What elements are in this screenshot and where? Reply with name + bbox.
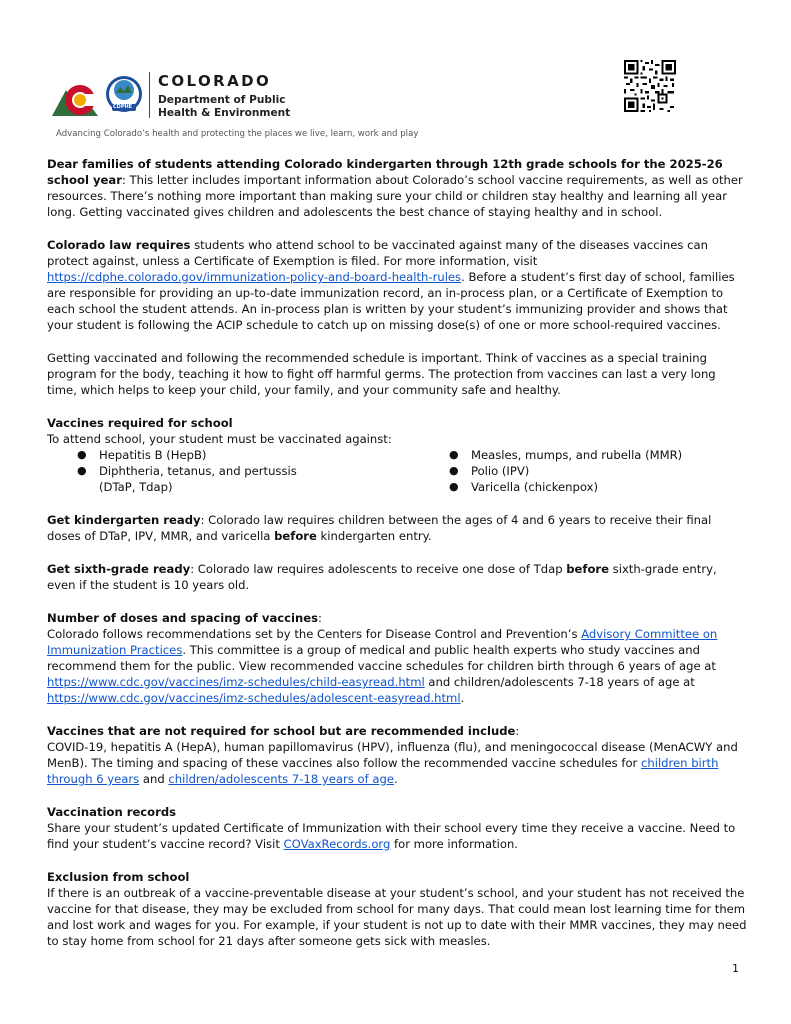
list-item [447, 463, 747, 479]
intro-text: : This letter includes important information about Colorado’s school vaccine requirements, as well as other resources. There’s nothing more important than making sure your child or children stay healthy and learning all year long. Getting vaccinated gives children and adolescents the best chance of staying healthy and in school. [47, 173, 743, 219]
adolescent-schedule-link[interactable]: https://www.cdc.gov/vaccines/imz-schedules/adolescent-easyread.html [47, 691, 461, 705]
doses-paragraph [47, 626, 747, 706]
list-item-text: Hepatitis B (HepB) [99, 448, 207, 462]
acip-link[interactable]: Advisory Committee on Immunization Practices [47, 627, 718, 657]
intro-paragraph [47, 156, 747, 220]
doses-heading-text: Number of doses and spacing of vaccines [47, 611, 318, 625]
list-item-text: Varicella (chickenpox) [471, 480, 598, 494]
law-lead: Colorado law requires [47, 238, 191, 252]
required-list-left [75, 447, 375, 495]
recommended-heading-text: Vaccines that are not required for school but are recommended include [47, 724, 516, 738]
kindergarten-lead: Get kindergarten ready [47, 513, 201, 527]
recommended-heading [47, 723, 747, 739]
doses-text-3: and children/adolescents 7-18 years of age at [424, 675, 695, 689]
law-paragraph [47, 237, 747, 333]
immunization-policy-link[interactable]: https://cdphe.colorado.gov/immunization-policy-and-board-health-rules [47, 270, 462, 284]
sixth-grade-paragraph [47, 561, 747, 593]
org-name: COLORADO [158, 72, 272, 90]
qr-code [624, 60, 676, 112]
sixth-grade-text-1: : Colorado law requires adolescents to receive one dose of Tdap [190, 562, 567, 576]
recommended-paragraph [47, 739, 747, 787]
schedule-paragraph: Getting vaccinated and following the recommended schedule is important. Think of vaccines as a special training program for the body, teaching it how to fight off harmful germs. The protection from vaccines can last a very long time, which helps to keep your child, your family, and your community safe and healthy. [47, 351, 716, 397]
records-text-1: Share your student’s updated Certificate of Immunization with their school every time they receive a vaccine. Need to find your student’s vaccine record? Visit [47, 821, 736, 851]
records-heading: Vaccination records [47, 805, 177, 819]
colorado-flag-logo [50, 70, 150, 122]
department-line-1: Department of Public [158, 94, 286, 106]
exclusion-paragraph: If there is an outbreak of a vaccine-preventable disease at your student’s school, and your student has not received the vaccine for that disease, they may be excluded from school for many days. That could mean lost learning time for them and lost work and wages for you. For example, if your student is not up to date with their MMR vaccines, they may need to stay home from school for 21 days after someone gets sick with measles. [47, 886, 747, 948]
required-list-right [447, 447, 747, 495]
exclusion-heading: Exclusion from school [47, 870, 190, 884]
letter-body [47, 156, 747, 949]
recommended-text-2: and [139, 772, 169, 786]
doses-text-1: Colorado follows recommendations set by the Centers for Disease Control and Prevention’s [47, 627, 582, 641]
recommended-text-1: COVID-19, hepatitis A (HepA), human papillomavirus (HPV), influenza (flu), and meningococcal disease (MenACWY and MenB). The timing and spacing of these vaccines also follow the recommended vaccine schedules for [47, 740, 738, 770]
kindergarten-before: before [274, 529, 317, 543]
bullet-icon: ● [77, 464, 87, 477]
bullet-icon: ● [77, 448, 87, 461]
badge-text: CDPHE [113, 104, 133, 110]
list-item [447, 479, 747, 495]
doses-heading [47, 610, 747, 626]
law-text-2: . Before a student’s first day of school, families are responsible for providing an up-to-date immunization record, an in-process plan, or a Certificate of Exemption to each school the student attends. An in-process plan is written by your student’s immunizing provider and shows that your student is following the ACIP schedule to catch up on missing dose(s) of one or more school-required vaccines. [47, 270, 735, 332]
law-text-1: students who attend school to be vaccinated against many of the diseases vaccines can protect against, unless a Certificate of Exemption is filed. For more information, visit [47, 238, 708, 268]
child-schedule-link[interactable]: https://www.cdc.gov/vaccines/imz-schedules/child-easyread.html [47, 675, 425, 689]
cdphe-logo [50, 70, 290, 122]
list-item-text: Polio (IPV) [471, 464, 530, 478]
sixth-grade-lead: Get sixth-grade ready [47, 562, 191, 576]
required-intro: To attend school, your student must be vaccinated against: [47, 432, 392, 446]
bullet-icon: ● [449, 464, 459, 477]
department-line-2: Health & Environment [158, 107, 291, 119]
children-birth-6-link[interactable]: children birth through 6 years [47, 756, 719, 786]
logo-divider [149, 72, 150, 118]
list-item [447, 447, 747, 463]
required-vaccines-list [47, 447, 747, 495]
recommended-heading-colon: : [515, 724, 520, 738]
list-item [75, 447, 375, 463]
bullet-icon: ● [449, 448, 459, 461]
required-heading: Vaccines required for school [47, 416, 233, 430]
doses-heading-colon: : [318, 611, 322, 625]
records-text-2: for more information. [390, 837, 518, 851]
page-number: 1 [732, 962, 739, 975]
kindergarten-paragraph [47, 512, 747, 544]
tagline: Advancing Colorado’s health and protecting the places we live, learn, work and play [56, 129, 419, 139]
list-item [75, 463, 375, 495]
list-item-text: Diphtheria, tetanus, and pertussis (DTaP, Tdap) [99, 464, 297, 494]
doses-text-4: . [460, 691, 465, 705]
kindergarten-text-1: : Colorado law requires children between the ages of 4 and 6 years to receive their final doses of DTaP, IPV, MMR, and varicella [47, 513, 712, 543]
bullet-icon: ● [449, 480, 459, 493]
intro-lead: Dear families of students attending Colorado kindergarten through 12th grade schools for the 2025-26 school year [47, 157, 723, 187]
doses-text-2: . This committee is a group of medical and public health experts who study vaccines and recommend them for the public. View recommended vaccine schedules for children birth through 6 years of age at [47, 643, 716, 673]
recommended-text-3: . [393, 772, 398, 786]
kindergarten-text-2: kindergarten entry. [316, 529, 432, 543]
sixth-grade-before: before [566, 562, 609, 576]
records-paragraph [47, 820, 747, 852]
sixth-grade-text-2: sixth-grade entry, even if the student is 10 years old. [47, 562, 717, 592]
covaxrecords-link[interactable]: COVaxRecords.org [283, 837, 391, 851]
list-item-text: Measles, mumps, and rubella (MMR) [471, 448, 683, 462]
children-adolescents-7-18-link[interactable]: children/adolescents 7-18 years of age [168, 772, 394, 786]
